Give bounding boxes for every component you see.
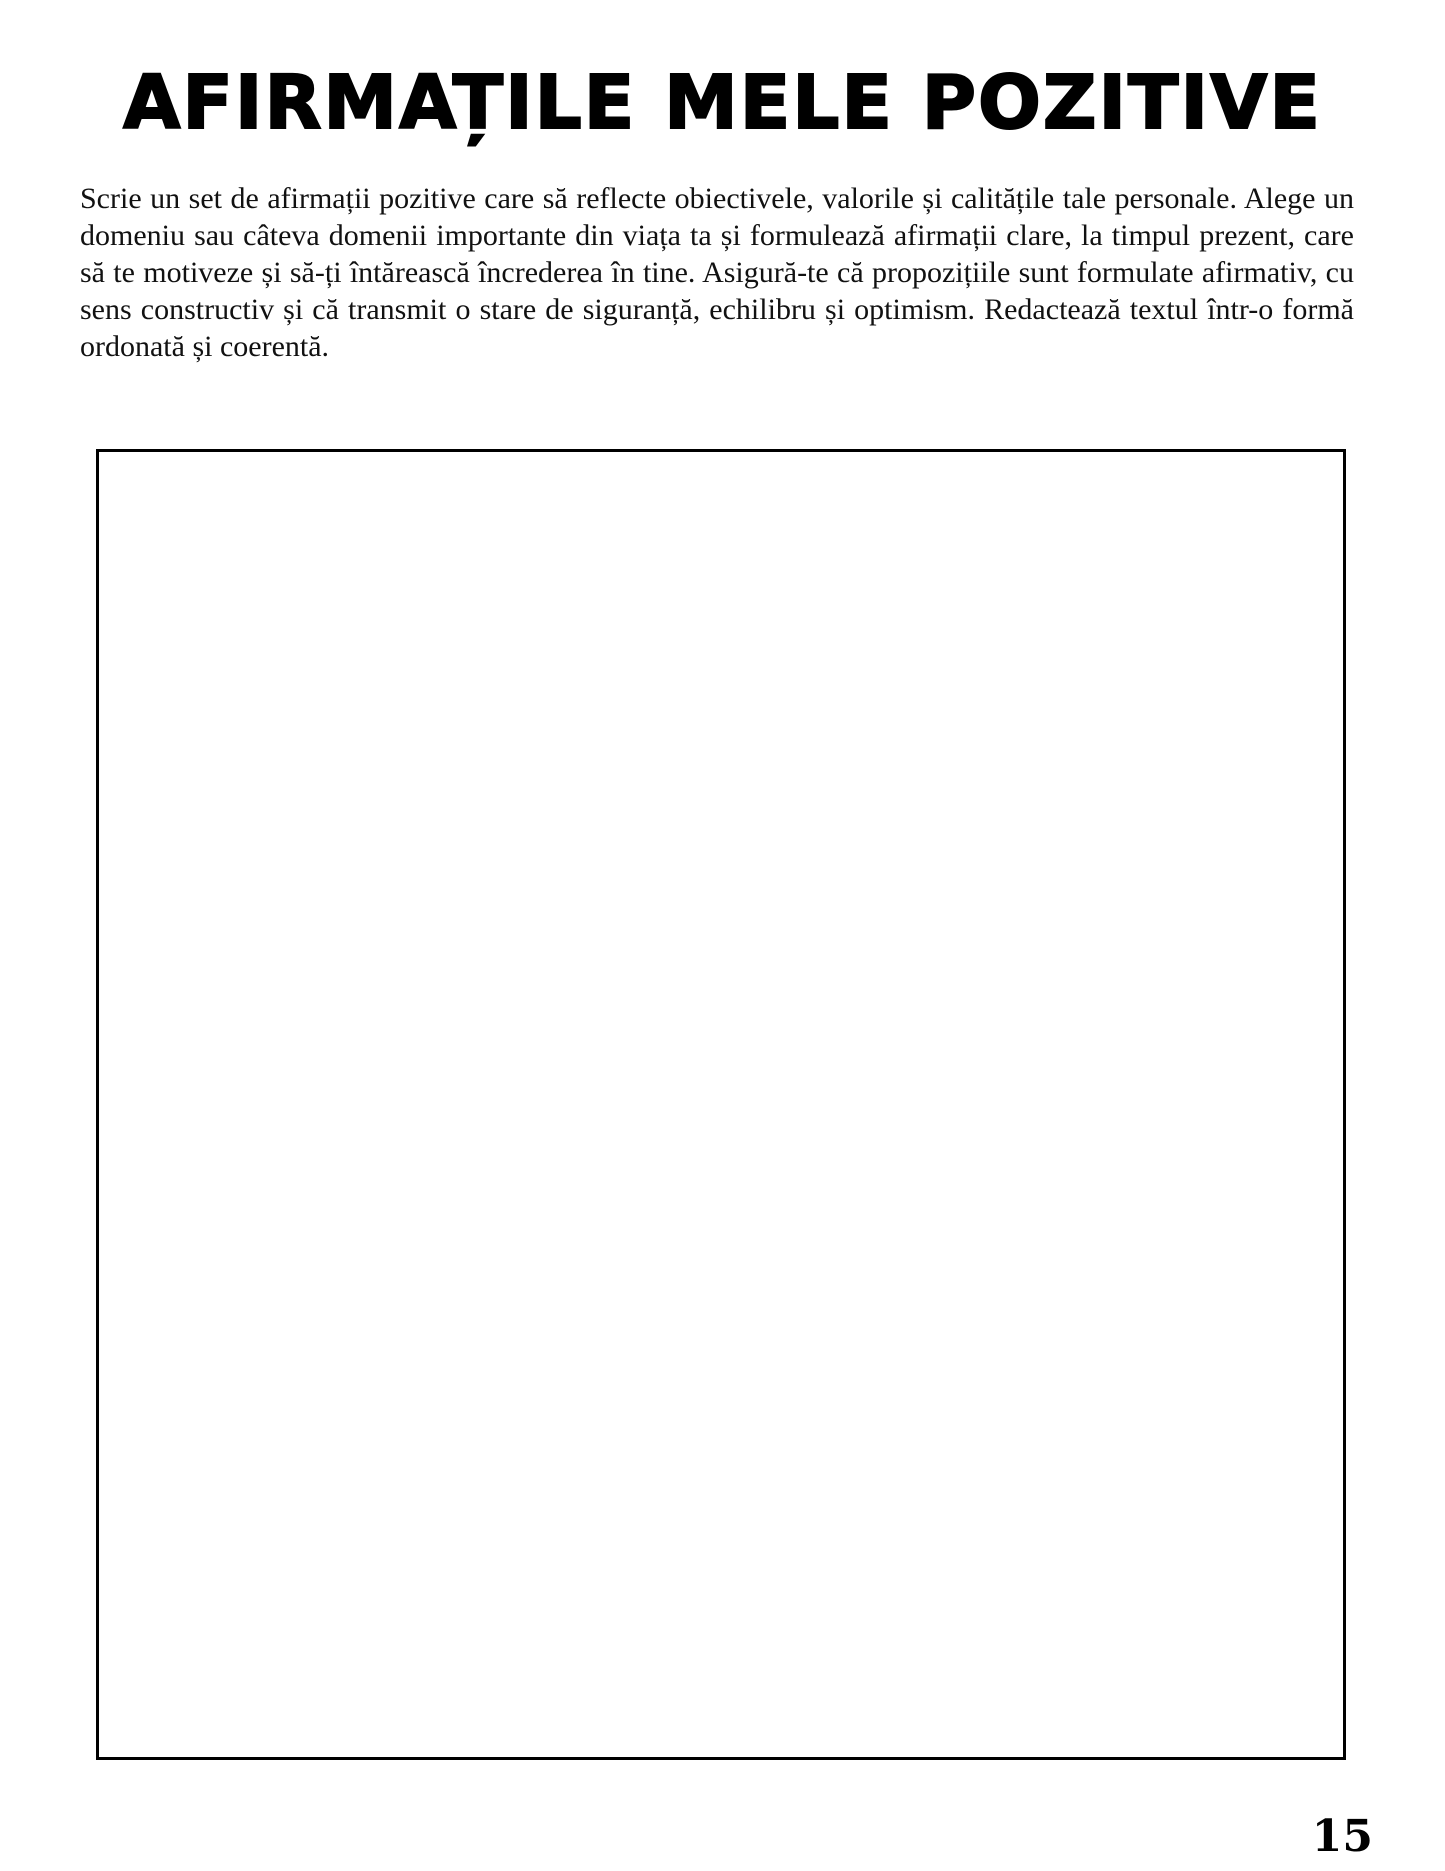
page-number: 15	[1311, 1811, 1373, 1862]
page-title: AFIRMAȚILE MELE POZITIVE	[123, 60, 1322, 146]
answer-writing-box[interactable]	[96, 449, 1346, 1760]
instructions-paragraph: Scrie un set de afirmații pozitive care să reflecte obiectivele, valorile și calitățile tale personale. Alege un domeniu sau câteva domenii importante din viața ta și formulează afirmații clare, la timpul prezent, care să te motiveze și să-ți întărească încrederea în tine. Asigură-te că propozițiile sunt formulate afirmativ, cu sens constructiv și că transmit o stare de siguranță, echilibru și optimism. Redactează textul într-o formă ordonată și coerentă.	[80, 182, 1354, 363]
